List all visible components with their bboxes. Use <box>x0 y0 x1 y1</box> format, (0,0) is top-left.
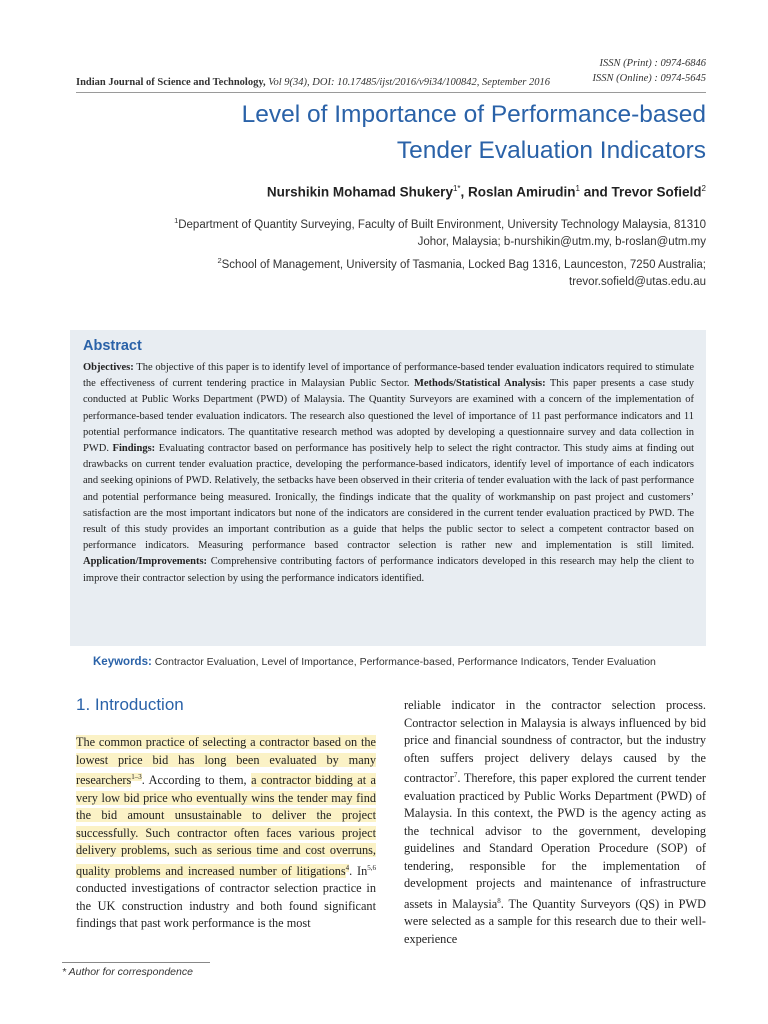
issn-block <box>593 56 706 86</box>
methods-label: Methods/Statistical Analysis: <box>413 378 546 390</box>
application-text: Comprehensive contributing factors of performance indicators developed in this research may help the client to improve their contractor selection by using the performance indicators identified. <box>83 556 694 584</box>
abstract-body <box>83 360 694 587</box>
application-label: Application/Improvements: <box>83 556 208 568</box>
affiliation-1-line-2[interactable]: Johor, Malaysia; b-nurshikin@utm.my, b-roslan@utm.my <box>417 236 706 249</box>
author-3-affil: 2 <box>701 184 706 193</box>
section-heading-introduction: 1. Introduction <box>76 695 184 714</box>
keywords-text: Contractor Evaluation, Level of Importance, Performance-based, Performance Indicators, Tender Evaluation <box>151 656 656 668</box>
objectives-text: The objective of this paper is to identify level of importance of performance-based tender evaluation indicators required to stimulate the effectiveness of current tendering practice in Malaysian Public Sector. <box>83 362 694 390</box>
title-line-2: Tender Evaluation Indicators <box>396 137 706 164</box>
footnote-divider <box>62 962 210 963</box>
author-list <box>267 184 706 200</box>
paper-title <box>106 97 706 169</box>
abstract-heading: Abstract <box>83 338 142 354</box>
affiliation-2-line-1: $^2$School of Management, University of Tasmania, Locked Bag 1316, Launceston, 7250 Australia; <box>217 255 706 271</box>
findings-text: Evaluating contractor based on performance has positively help to select the right contractor. This study aims at finding out drawbacks on current tender evaluation practice, developing the performance-based indicators, identify level of importance of each indicators and seeking opinions of PWD. Relatively, the setbacks have been observed in their criteria of tender evaluation with the lack of past performance and potential performance being measured. Ironically, the findings indicate that the quality of workmanship on past project and customers’ satisfaction are the most important indicators but none of the indicators are considered in the current tender evaluation practiced by PWD. The result of this study provides an important contribution as a guide that helps the public sector to select a competent contractor based on performance indicators. Measuring performance based contractor selection is rather new and implementation is still limited. <box>83 443 694 552</box>
intro-right-column: reliable indicator in the contractor selection process. Contractor selection in Malaysia is always influenced by bid price and financial soundness of contractor, but the industry often suffers project delivery delays caused by the contractor$^7$. Therefore, this paper explored the current tender evaluation practiced by Public Works Department (PWD) of Malaysia. In this context, the PWD is the agency acting as the technical advisor to the government, developing guidelines and Standard Operation Procedure (SOP) of tendering, responsible for the implementation of development projects and maintenance of infrastructure assets in Malaysia$^8$. The Quantity Surveyors (QS) in PWD were selected as a sample for this research due to their well-experience <box>404 698 706 946</box>
affiliation-1-marker: 1 <box>174 216 179 225</box>
keywords <box>93 655 693 671</box>
journal-name: Indian Journal of Science and Technology, <box>76 77 266 88</box>
author-2: Roslan Amirudin <box>468 184 576 200</box>
journal-meta: Vol 9(34), DOI: 10.17485/ijst/2016/v9i34/100842, September 2016 <box>265 77 550 88</box>
footnote: * Author for correspondence <box>62 966 193 978</box>
citation-ref[interactable]: 5,6 <box>367 863 376 872</box>
abstract-box <box>70 330 706 646</box>
highlighted-text: a contractor bidding at a very low bid price who eventually wins the tender may find the bid amount unsustainable to deliver the project successfully. Such contractor often faces various project delivery problems, such as serious time and cost overruns, quality problems and increased number of litigations <box>76 773 376 878</box>
methods-text: This paper presents a case study conducted at Public Works Department (PWD) of Malaysia. The Quantity Surveyors are examined with a concern of the implementation of performance-based tender evaluation indicators. The research also questioned the level of importance of 11 past performance indicators and 11 potential performance indicators. The quantitative research method was adopted by developing a questionnaire survey and data collection in PWD. <box>83 378 695 455</box>
citation-ref[interactable]: 4 <box>345 863 350 872</box>
author-3: Trevor Sofield <box>611 184 702 200</box>
issn-online: ISSN (Online) : 0974-5645 <box>592 73 706 84</box>
affiliation-1-line-1: $^1$Department of Quantity Surveying, Faculty of Built Environment, University Technology Malaysia, 81310 <box>174 216 706 231</box>
citation-ref[interactable]: 7 <box>453 771 458 779</box>
header-divider <box>76 92 706 93</box>
citation-ref[interactable]: 1–3 <box>131 773 142 781</box>
affiliations <box>86 212 706 292</box>
highlighted-text: The common practice of selecting a contractor based on the lowest price bid has long been evaluated by many researchers <box>76 735 376 788</box>
author-separator-2: and <box>580 184 612 200</box>
affiliation-2-marker: 2 <box>217 255 222 265</box>
objectives-label: Objectives: <box>83 362 134 373</box>
author-1: Nurshikin Mohamad Shukery <box>266 184 453 200</box>
author-separator-1: , <box>460 184 469 200</box>
keywords-label: Keywords: <box>93 656 152 668</box>
citation-ref[interactable]: 8 <box>497 896 501 905</box>
intro-left-column: The common practice of selecting a contractor based on the lowest price bid has long been evaluated by many researchers$^{1-3}$. According to them, a contractor bidding at a very low bid price who eventually wins the tender may find the bid amount unsustainable to deliver the project successfully. Such contractor often faces various project delivery problems, such as serious time and cost overruns, quality problems and increased number of litigations$^4$. In$^{5,6}$ conducted investigations of contractor selection practice in the UK construction industry and both found significant findings that past work performance is the most <box>76 735 376 931</box>
title-line-1: Level of Importance of Performance-based <box>241 101 706 128</box>
findings-label: Findings: <box>112 443 156 455</box>
journal-citation <box>76 77 550 88</box>
author-2-affil: 1 <box>575 184 580 193</box>
affiliation-2-line-2[interactable]: trevor.sofield@utas.edu.au <box>569 276 706 289</box>
issn-print: ISSN (Print) : 0974-6846 <box>599 58 706 69</box>
author-1-affil: 1* <box>452 184 461 193</box>
